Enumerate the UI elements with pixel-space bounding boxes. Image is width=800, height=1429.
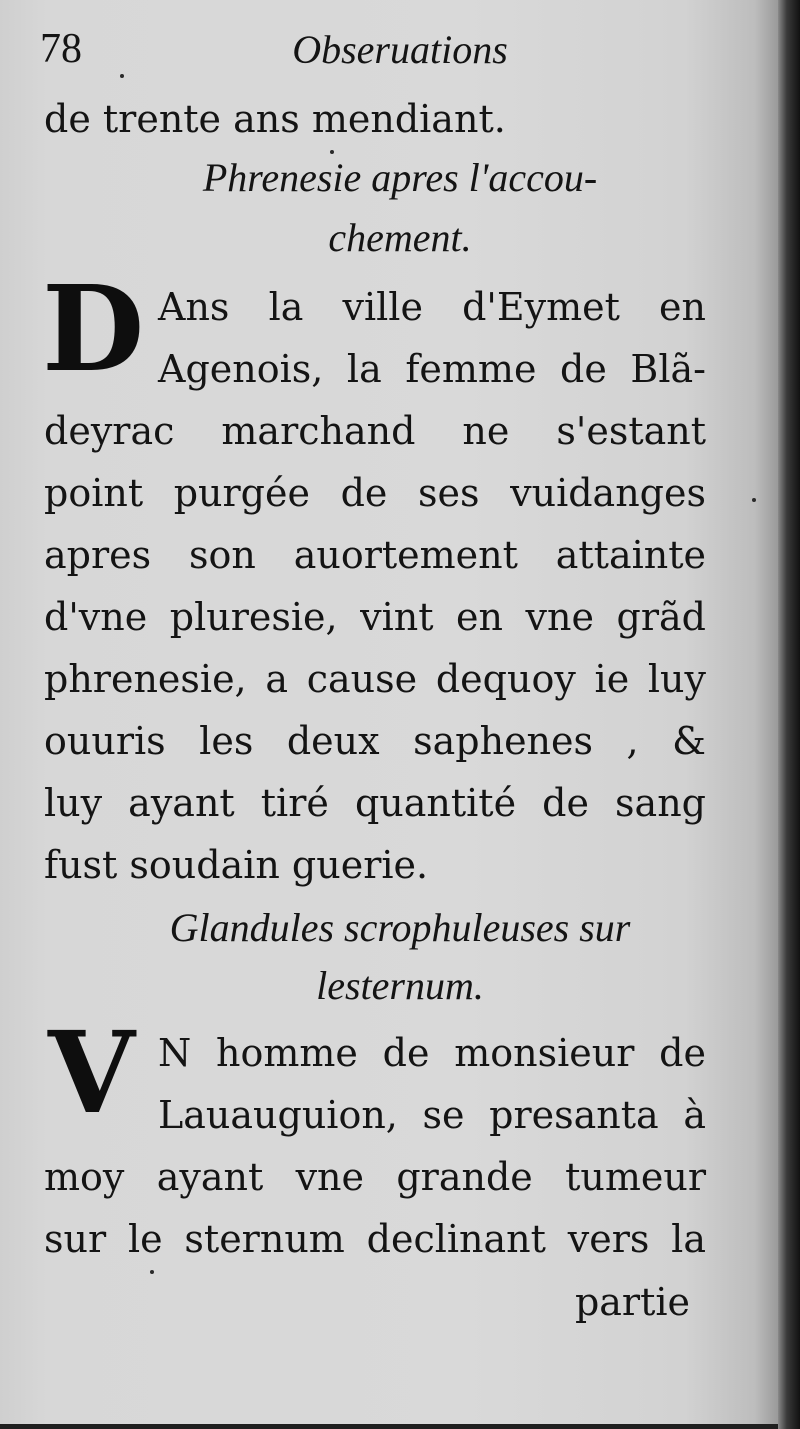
section-heading: lesternum.: [316, 963, 484, 1008]
text-line: deyrac marchand ne s'estant: [44, 409, 706, 453]
text-line: de trente ans mendiant.: [44, 97, 506, 141]
text-line: Ans la ville d'Eymet en: [158, 285, 706, 329]
section-heading: chement.: [328, 215, 472, 260]
running-head: Obseruations: [292, 27, 508, 72]
text-line: d'vne pluresie, vint en vne grãd: [44, 595, 706, 639]
text-line: Agenois, la femme de Blã-: [158, 347, 706, 391]
catchword: partie: [574, 1280, 690, 1324]
text-line: point purgée de ses vuidanges: [44, 471, 706, 515]
binding-gutter: [778, 0, 800, 1429]
text-line: sur le sternum declinant vers la: [44, 1217, 706, 1261]
text-line: fust soudain guerie.: [44, 843, 429, 887]
ink-speck: [330, 150, 334, 154]
text-line: moy ayant vne grande tumeur: [44, 1155, 706, 1199]
text-line: ouuris les deux saphenes , &: [44, 719, 706, 763]
text-line: phrenesie, a cause dequoy ie luy: [44, 657, 706, 701]
text-line: N homme de monsieur de: [158, 1031, 706, 1075]
ink-speck: [150, 1270, 154, 1274]
section-heading: Glandules scrophuleuses sur: [169, 905, 631, 950]
ink-speck: [752, 498, 756, 502]
page-number: 78: [40, 26, 82, 72]
section-heading: Phrenesie apres l'accou-: [202, 155, 598, 200]
drop-cap: V: [48, 1008, 135, 1139]
drop-cap: D: [42, 259, 145, 398]
text-line: Lauauguion, se presanta à: [158, 1093, 706, 1137]
text-line: luy ayant tiré quantité de sang: [44, 781, 706, 825]
ink-speck: [120, 74, 124, 78]
text-line: apres son auortement attainte: [44, 533, 706, 577]
